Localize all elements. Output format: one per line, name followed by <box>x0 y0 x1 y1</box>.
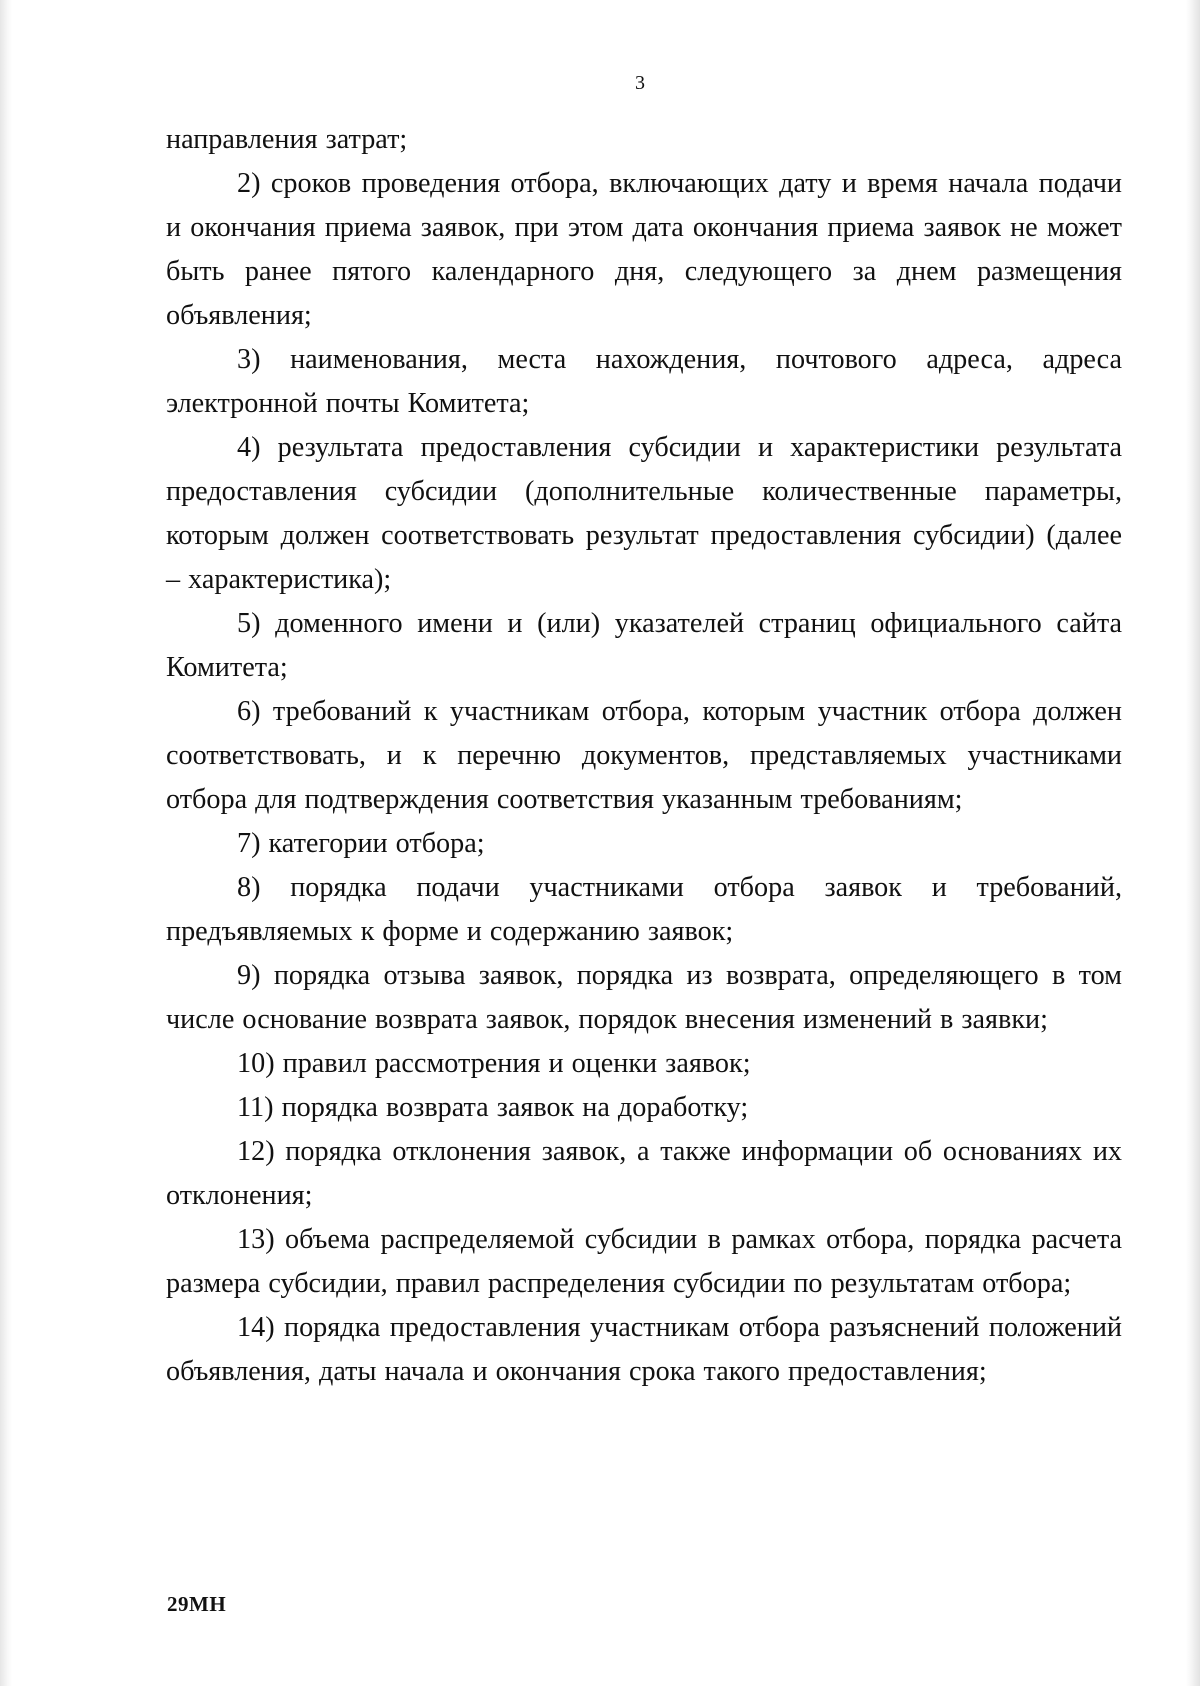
paragraph-item-12: 12) порядка отклонения заявок, а также информации об основаниях их отклонения; <box>166 1136 1122 1211</box>
paragraph-item-3: 3) наименования, места нахождения, почтового адреса, адреса электронной почты Комитета; <box>166 344 1122 419</box>
paragraph-item-13: 13) объема распределяемой субсидии в рамках отбора, порядка расчета размера субсидии, правил распределения субсидии по результатам отбора; <box>166 1224 1122 1299</box>
scan-edge-right <box>1186 0 1200 1686</box>
scan-edge-left <box>0 0 12 1686</box>
paragraph-item-4: 4) результата предоставления субсидии и характеристики результата предоставления субсидии (дополнительные количественные параметры, которым должен соответствовать результат предоставления субсидии) (далее – характеристика); <box>166 432 1122 595</box>
paragraph-item-6: 6) требований к участникам отбора, которым участник отбора должен соответствовать, и к перечню документов, представляемых участниками отбора для подтверждения соответствия указанным требованиям; <box>166 696 1122 815</box>
paragraph-item-10: 10) правил рассмотрения и оценки заявок; <box>237 1048 751 1079</box>
page-number: 3 <box>635 72 645 94</box>
paragraph-item-9: 9) порядка отзыва заявок, порядка из возврата, определяющего в том числе основание возврата заявок, порядок внесения изменений в заявки; <box>166 960 1122 1035</box>
paragraph-item-2: 2) сроков проведения отбора, включающих дату и время начала подачи и окончания приема заявок, при этом дата окончания приема заявок не может быть ранее пятого календарного дня, следующего за днем размещения объявления; <box>166 168 1122 331</box>
paragraph-item-5: 5) доменного имени и (или) указателей страниц официального сайта Комитета; <box>166 608 1122 683</box>
paragraph-continuation: направления затрат; <box>166 124 408 155</box>
paragraph-item-8: 8) порядка подачи участниками отбора заявок и требований, предъявляемых к форме и содержанию заявок; <box>166 872 1122 947</box>
footer-document-code: 29МН <box>167 1592 227 1616</box>
paragraph-item-14: 14) порядка предоставления участникам отбора разъяснений положений объявления, даты начала и окончания срока такого предоставления; <box>166 1312 1122 1387</box>
paragraph-item-7: 7) категории отбора; <box>237 828 485 859</box>
paragraph-item-11: 11) порядка возврата заявок на доработку; <box>237 1092 749 1123</box>
document-body <box>166 118 1122 1394</box>
